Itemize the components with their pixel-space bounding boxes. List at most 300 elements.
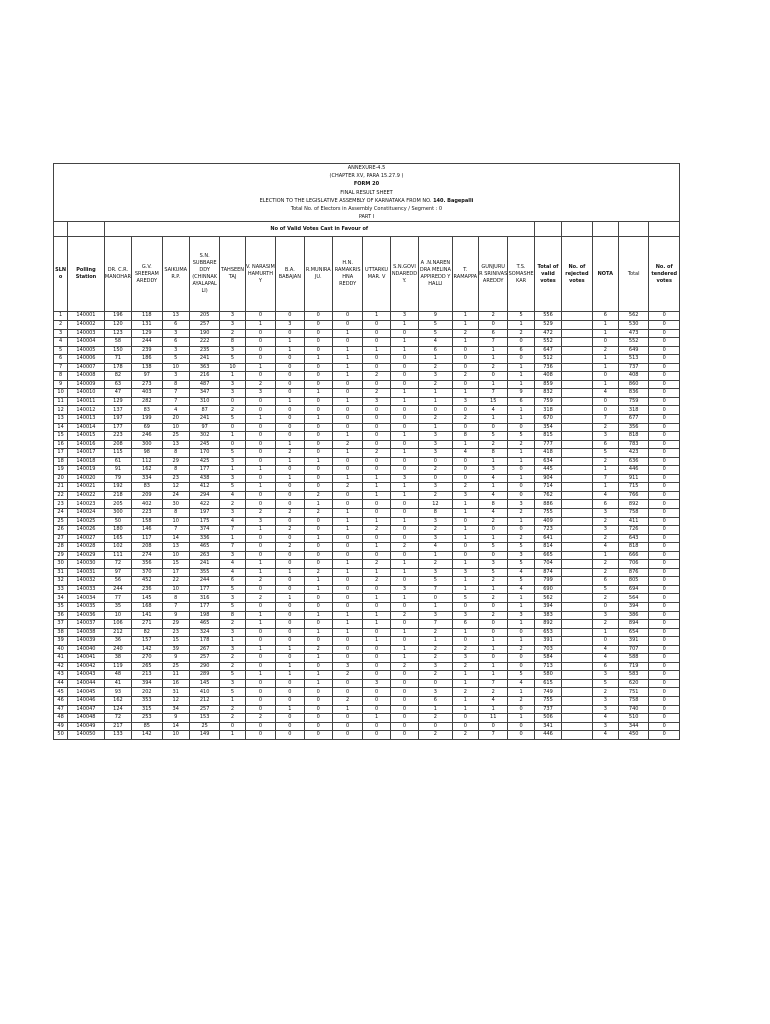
table-cell: 153 (189, 714, 219, 723)
table-cell: 1 (508, 380, 534, 389)
table-cell (562, 526, 592, 535)
table-cell: 10 (162, 363, 189, 372)
table-cell: 1 (479, 414, 508, 423)
table-cell: 119 (104, 662, 131, 671)
table-cell: 3 (592, 432, 618, 441)
table-cell: 47 (54, 705, 68, 714)
table-cell: 2 (304, 568, 332, 577)
table-row (54, 645, 680, 654)
table-cell: 2 (390, 611, 418, 620)
table-cell: 0 (332, 594, 362, 603)
table-cell: 1 (332, 526, 362, 535)
table-cell (562, 346, 592, 355)
table-cell: 2 (220, 406, 245, 415)
table-cell: 0 (332, 312, 362, 321)
table-row (54, 414, 680, 423)
table-cell: 7 (162, 526, 189, 535)
table-cell (562, 705, 592, 714)
table-cell: 2 (390, 543, 418, 552)
table-cell: 1 (508, 594, 534, 603)
table-cell: 1 (276, 568, 304, 577)
table-cell: 2 (592, 457, 618, 466)
table-cell: 355 (189, 568, 219, 577)
table-cell: 140023 (68, 500, 105, 509)
table-cell: 446 (618, 466, 648, 475)
table-cell: 140002 (68, 320, 105, 329)
table-cell: 0 (592, 603, 618, 612)
table-cell: 235 (189, 346, 219, 355)
table-cell: 653 (534, 628, 561, 637)
table-cell: 2 (419, 714, 452, 723)
table-row (54, 585, 680, 594)
table-cell: 11 (54, 397, 68, 406)
table-cell: 0 (332, 389, 362, 398)
table-cell: 140016 (68, 440, 105, 449)
table-cell: 5 (54, 346, 68, 355)
table-cell: 218 (104, 491, 131, 500)
table-cell: 97 (104, 568, 131, 577)
table-cell: 1 (363, 474, 390, 483)
table-cell: 4 (508, 679, 534, 688)
table-cell: 5 (220, 603, 245, 612)
table-cell: 3 (419, 483, 452, 492)
table-cell: 145 (132, 594, 162, 603)
table-cell: 3 (390, 312, 418, 321)
table-cell: 47 (104, 389, 131, 398)
table-row (54, 440, 680, 449)
table-cell: 175 (189, 517, 219, 526)
table-cell: 0 (390, 363, 418, 372)
table-cell: 0 (390, 534, 418, 543)
table-cell: 0 (592, 637, 618, 646)
table-cell: 0 (419, 679, 452, 688)
table-cell: 10 (54, 389, 68, 398)
table-row (54, 500, 680, 509)
table-cell: 0 (332, 654, 362, 663)
table-cell: 15 (162, 637, 189, 646)
table-cell: 282 (132, 397, 162, 406)
table-cell: 0 (390, 406, 418, 415)
table-cell: 17 (54, 449, 68, 458)
table-cell: 425 (189, 457, 219, 466)
table-cell: 0 (276, 577, 304, 586)
table-cell: 409 (534, 517, 561, 526)
table-cell: 2 (592, 560, 618, 569)
table-cell (562, 338, 592, 347)
table-cell: 140025 (68, 517, 105, 526)
table-cell: 1 (276, 346, 304, 355)
table-cell: 1 (508, 320, 534, 329)
table-cell: 6 (592, 500, 618, 509)
table-row (54, 688, 680, 697)
table-cell: 5 (220, 671, 245, 680)
table-cell: 0 (649, 491, 680, 500)
table-cell: 2 (220, 654, 245, 663)
table-cell: 2 (452, 688, 478, 697)
table-cell: 212 (189, 697, 219, 706)
table-cell: 2 (592, 346, 618, 355)
table-cell: 140013 (68, 414, 105, 423)
table-cell: 4 (592, 389, 618, 398)
table-cell: 438 (189, 474, 219, 483)
table-cell: 3 (220, 457, 245, 466)
table-cell: 0 (332, 603, 362, 612)
table-cell: 208 (132, 543, 162, 552)
table-cell: 1 (592, 466, 618, 475)
table-cell: 42 (54, 662, 68, 671)
table-cell: 0 (479, 526, 508, 535)
table-cell (562, 389, 592, 398)
table-cell: 39 (162, 645, 189, 654)
table-cell: 115 (104, 449, 131, 458)
table-cell: 2 (363, 577, 390, 586)
table-cell: 0 (390, 722, 418, 731)
table-cell: 34 (162, 705, 189, 714)
table-cell: 39 (54, 637, 68, 646)
table-cell: 446 (534, 731, 561, 740)
table-cell: 72 (104, 714, 131, 723)
table-cell: 44 (54, 679, 68, 688)
table-cell: 140010 (68, 389, 105, 398)
table-cell: 0 (649, 628, 680, 637)
table-cell: 246 (132, 432, 162, 441)
table-cell (562, 731, 592, 740)
table-cell: 5 (162, 355, 189, 364)
table-cell: 0 (649, 662, 680, 671)
table-cell: 1 (245, 363, 275, 372)
table-cell: 4 (452, 449, 478, 458)
column-header: DR. C.R. MANOHAR (104, 237, 131, 312)
table-cell: 0 (332, 543, 362, 552)
column-header: NOTA (592, 237, 618, 312)
table-cell: 2 (592, 620, 618, 629)
table-cell: 140039 (68, 637, 105, 646)
table-cell (562, 594, 592, 603)
column-header: S.N. SUBBARE DDY (CHINNAK AYALAPAL LI) (189, 237, 219, 312)
table-row (54, 654, 680, 663)
table-cell: 8 (419, 509, 452, 518)
table-cell (562, 517, 592, 526)
table-cell: 3 (390, 585, 418, 594)
table-cell: 0 (304, 517, 332, 526)
favour-heading: No of Valid Votes Cast in Favour of (104, 222, 534, 237)
table-cell: 318 (618, 406, 648, 415)
table-cell: 0 (276, 500, 304, 509)
table-cell: 0 (649, 432, 680, 441)
table-cell: 118 (132, 312, 162, 321)
table-cell: 178 (104, 363, 131, 372)
table-cell: 25 (162, 432, 189, 441)
table-cell: 1 (390, 320, 418, 329)
table-cell: 41 (104, 679, 131, 688)
table-cell: 766 (618, 491, 648, 500)
table-cell: 740 (618, 705, 648, 714)
table-cell: 564 (618, 594, 648, 603)
table-cell: 1 (332, 329, 362, 338)
table-cell: 5 (508, 543, 534, 552)
table-cell: 755 (534, 509, 561, 518)
table-cell: 3 (245, 389, 275, 398)
table-cell: 422 (189, 500, 219, 509)
table-cell: 7 (54, 363, 68, 372)
table-cell: 0 (304, 714, 332, 723)
table-cell: 615 (534, 679, 561, 688)
table-cell: 0 (479, 620, 508, 629)
table-cell (562, 560, 592, 569)
table-cell: 9 (162, 654, 189, 663)
table-cell: 2 (220, 329, 245, 338)
table-cell: 10 (162, 585, 189, 594)
table-cell: 403 (132, 389, 162, 398)
table-cell: 38 (104, 654, 131, 663)
table-row (54, 731, 680, 740)
table-cell: 3 (419, 662, 452, 671)
table-cell: 140033 (68, 585, 105, 594)
table-cell: 2 (419, 560, 452, 569)
table-cell: 0 (649, 466, 680, 475)
table-cell: 140014 (68, 423, 105, 432)
table-cell: 56 (104, 577, 131, 586)
table-cell: 3 (419, 432, 452, 441)
column-header: TAHSEEN TAJ (220, 237, 245, 312)
table-cell: 9 (54, 380, 68, 389)
table-cell: 0 (332, 688, 362, 697)
table-cell: 0 (649, 620, 680, 629)
table-cell: 0 (304, 466, 332, 475)
column-header: T. RAMAPPA (452, 237, 478, 312)
table-cell: 177 (189, 466, 219, 475)
table-cell: 141 (132, 611, 162, 620)
table-cell: 0 (419, 474, 452, 483)
table-cell: 140031 (68, 568, 105, 577)
table-cell: 580 (534, 671, 561, 680)
table-cell: 3 (592, 697, 618, 706)
table-cell: 5 (479, 432, 508, 441)
table-cell: 180 (104, 526, 131, 535)
table-cell: 0 (304, 380, 332, 389)
table-cell: 911 (618, 474, 648, 483)
table-cell: 20 (162, 414, 189, 423)
table-cell: 1 (419, 637, 452, 646)
table-cell: 0 (452, 355, 478, 364)
table-cell: 79 (104, 474, 131, 483)
table-cell: 1 (304, 611, 332, 620)
table-row (54, 449, 680, 458)
table-cell: 1 (332, 372, 362, 381)
table-cell: 0 (245, 440, 275, 449)
table-cell: 1 (276, 457, 304, 466)
table-cell: 2 (419, 628, 452, 637)
table-cell: 38 (54, 628, 68, 637)
table-cell: 138 (132, 363, 162, 372)
table-cell: 19 (54, 466, 68, 475)
table-cell: 3 (220, 509, 245, 518)
table-cell: 140009 (68, 380, 105, 389)
table-cell: 0 (304, 731, 332, 740)
table-cell: 876 (618, 568, 648, 577)
table-cell: 0 (649, 397, 680, 406)
table-cell: 1 (245, 620, 275, 629)
table-cell: 2 (592, 594, 618, 603)
table-cell: 3 (508, 611, 534, 620)
table-cell: 2 (245, 577, 275, 586)
table-cell: 2 (592, 423, 618, 432)
table-cell: 2 (592, 534, 618, 543)
table-cell: 168 (132, 603, 162, 612)
table-cell: 2 (479, 611, 508, 620)
table-cell: 1 (304, 389, 332, 398)
table-cell: 5 (508, 560, 534, 569)
table-cell: 0 (452, 346, 478, 355)
table-cell: 192 (104, 483, 131, 492)
table-cell: 1 (452, 577, 478, 586)
table-cell: 69 (132, 423, 162, 432)
table-cell: 1 (363, 568, 390, 577)
table-cell: 213 (132, 671, 162, 680)
table-cell: 4 (220, 560, 245, 569)
table-cell: 0 (276, 363, 304, 372)
table-cell (562, 466, 592, 475)
table-cell: 91 (104, 466, 131, 475)
table-cell: 131 (132, 320, 162, 329)
table-cell: 6 (419, 697, 452, 706)
table-cell: 0 (363, 406, 390, 415)
table-cell: 0 (363, 466, 390, 475)
table-cell: 0 (649, 543, 680, 552)
table-cell (562, 320, 592, 329)
table-cell: 140050 (68, 731, 105, 740)
electors-title: Total No. of Electors in Assembly Constituency / Segment : 0 (54, 205, 680, 213)
table-cell: 0 (363, 338, 390, 347)
table-cell: 552 (534, 338, 561, 347)
table-cell: 0 (649, 363, 680, 372)
table-cell: 300 (132, 440, 162, 449)
table-cell: 1 (245, 320, 275, 329)
table-cell: 257 (189, 320, 219, 329)
table-cell: 3 (508, 551, 534, 560)
table-cell: 0 (304, 312, 332, 321)
table-cell: 0 (452, 722, 478, 731)
table-cell: 452 (132, 577, 162, 586)
table-cell: 0 (276, 688, 304, 697)
table-cell: 0 (276, 534, 304, 543)
table-cell: 0 (508, 526, 534, 535)
table-cell: 0 (390, 500, 418, 509)
table-cell: 2 (419, 645, 452, 654)
table-cell: 129 (132, 329, 162, 338)
table-cell: 0 (276, 406, 304, 415)
table-cell: 5 (508, 432, 534, 441)
table-cell: 1 (508, 372, 534, 381)
table-cell: 0 (390, 714, 418, 723)
table-cell: 0 (390, 603, 418, 612)
table-row (54, 577, 680, 586)
blank-cell (534, 222, 561, 237)
table-cell: 270 (132, 654, 162, 663)
table-cell: 3 (419, 611, 452, 620)
table-cell: 0 (452, 406, 478, 415)
table-cell: 6 (592, 312, 618, 321)
table-cell: 2 (508, 509, 534, 518)
table-cell: 0 (332, 414, 362, 423)
table-cell: 0 (363, 722, 390, 731)
table-cell: 0 (390, 466, 418, 475)
table-cell: 3 (220, 389, 245, 398)
table-cell: 36 (104, 637, 131, 646)
table-cell: 6 (592, 440, 618, 449)
table-cell: 4 (592, 714, 618, 723)
table-row (54, 671, 680, 680)
table-cell: 1 (508, 457, 534, 466)
table-cell: 394 (132, 679, 162, 688)
table-cell: 3 (162, 329, 189, 338)
table-cell: 112 (132, 457, 162, 466)
table-cell: 14 (162, 534, 189, 543)
table-cell: 4 (479, 509, 508, 518)
table-cell: 1 (363, 346, 390, 355)
table-cell: 5 (479, 543, 508, 552)
table-cell: 50 (104, 517, 131, 526)
table-cell: 2 (220, 500, 245, 509)
result-table (53, 163, 680, 740)
table-cell: 1 (276, 474, 304, 483)
table-cell: 49 (54, 722, 68, 731)
table-row (54, 346, 680, 355)
table-cell: 6 (54, 355, 68, 364)
table-cell: 217 (104, 722, 131, 731)
table-cell: 7 (419, 620, 452, 629)
table-cell: 4 (592, 654, 618, 663)
table-row (54, 568, 680, 577)
table-cell: 4 (508, 568, 534, 577)
table-cell: 1 (245, 466, 275, 475)
table-cell: 0 (304, 722, 332, 731)
table-cell: 3 (220, 380, 245, 389)
table-cell: 3 (220, 679, 245, 688)
table-cell: 2 (390, 662, 418, 671)
table-cell: 1 (452, 560, 478, 569)
table-cell: 0 (390, 551, 418, 560)
table-cell: 30 (162, 500, 189, 509)
table-cell: 1 (363, 517, 390, 526)
table-cell: 1 (592, 628, 618, 637)
table-cell: 0 (332, 406, 362, 415)
table-cell: 1 (508, 363, 534, 372)
table-cell: 3 (419, 449, 452, 458)
table-cell: 2 (276, 449, 304, 458)
table-cell: 0 (508, 423, 534, 432)
table-cell: 1 (304, 457, 332, 466)
table-cell: 7 (479, 389, 508, 398)
table-row (54, 363, 680, 372)
table-cell: 140012 (68, 406, 105, 415)
table-cell: 0 (508, 705, 534, 714)
table-cell: 1 (592, 483, 618, 492)
table-cell: 0 (649, 568, 680, 577)
table-cell: 0 (649, 577, 680, 586)
table-cell: 0 (304, 543, 332, 552)
table-cell: 0 (245, 406, 275, 415)
table-cell: 0 (452, 543, 478, 552)
table-cell: 2 (452, 731, 478, 740)
table-cell: 2 (419, 671, 452, 680)
table-cell: 25 (189, 722, 219, 731)
table-cell: 0 (390, 423, 418, 432)
table-cell: 4 (592, 543, 618, 552)
table-cell: 665 (534, 551, 561, 560)
table-cell: 8 (162, 449, 189, 458)
table-cell: 274 (132, 551, 162, 560)
